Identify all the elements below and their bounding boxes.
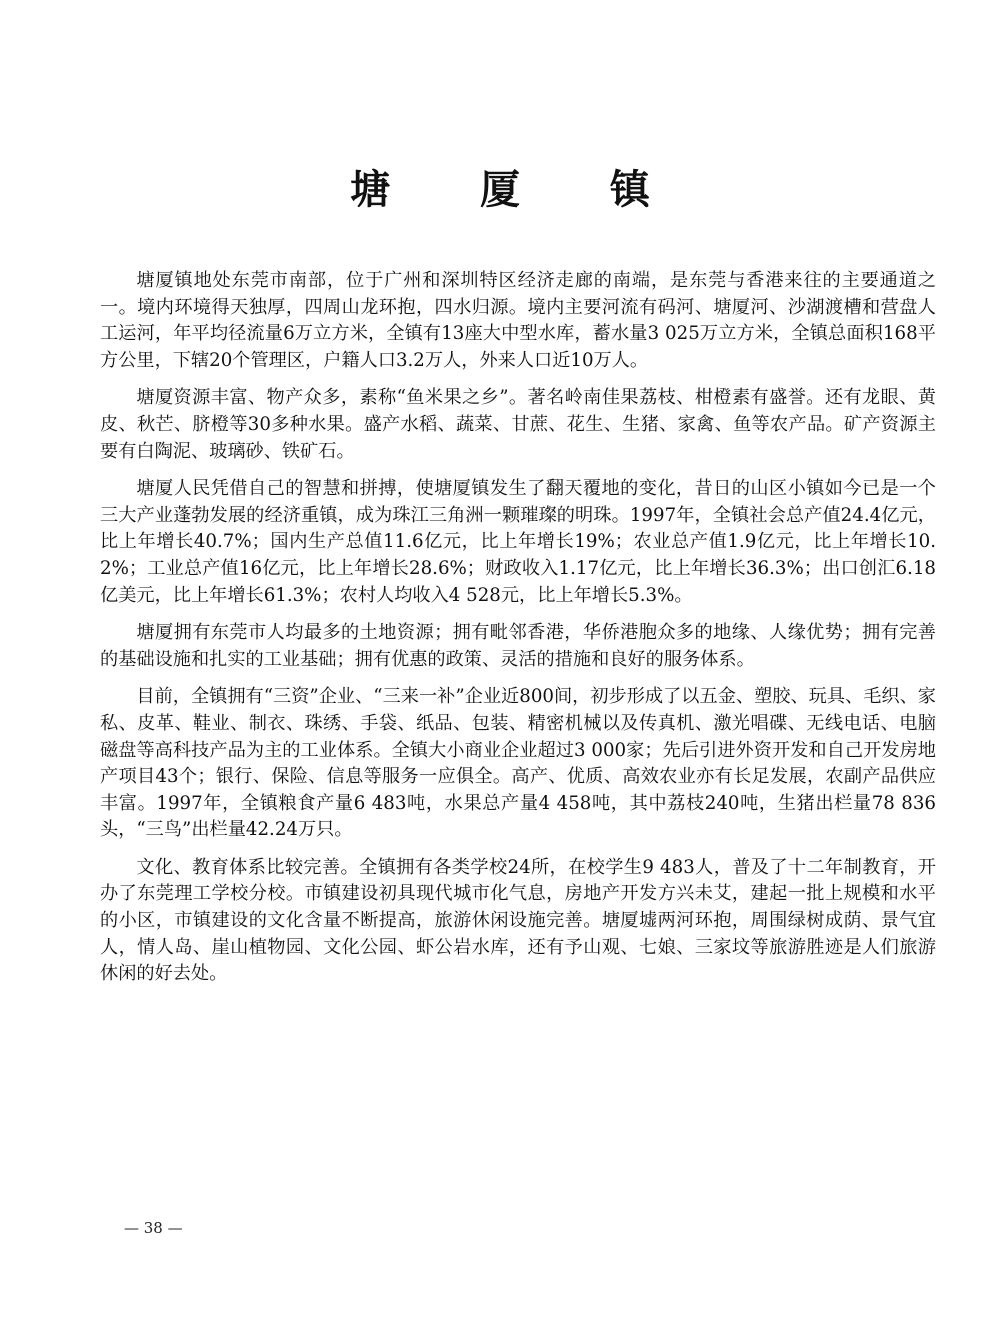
body-text	[100, 268, 936, 999]
paragraph-resources: 塘厦资源丰富、物产众多，素称“鱼米果之乡”。著名岭南佳果荔枝、柑橙素有盛誉。还有龙眼、黄皮、秋芒、脐橙等30多种水果。盛产水稻、蔬菜、甘蔗、花生、生猪、家禽、鱼等农产品。矿产资源主要有白陶泥、玻璃砂、铁矿石。	[100, 387, 936, 462]
paragraph-industry: 目前，全镇拥有“三资”企业、“三来一补”企业近800间，初步形成了以五金、塑胶、玩具、毛织、家私、皮革、鞋业、制衣、珠绣、手袋、纸品、包装、精密机械以及传真机、激光唱碟、无线电话、电脑磁盘等高科技产品为主的工业体系。全镇大小商业企业超过3 000家；先后引进外资开发和自己开发房地产项目43个；银行、保险、信息等服务一应俱全。高产、优质、高效农业亦有长足发展，农副产品供应丰富。1997年，全镇粮食产量6 483吨，水果总产量4 458吨，其中荔枝240吨，生猪出栏量78 836头，“三鸟”出栏量42.24万只。	[100, 686, 936, 841]
paragraph-economy: 塘厦人民凭借自己的智慧和拼搏，使塘厦镇发生了翻天覆地的变化，昔日的山区小镇如今已是一个三大产业蓬勃发展的经济重镇，成为珠江三角洲一颗璀璨的明珠。1997年，全镇社会总产值24.4亿元，比上年增长40.7%；国内生产总值11.6亿元，比上年增长19%；农业总产值1.9亿元，比上年增长10.2%；工业总产值16亿元，比上年增长28.6%；财政收入1.17亿元，比上年增长36.3%；出口创汇6.18亿美元，比上年增长61.3%；农村人均收入4 528元，比上年增长5.3%。	[100, 478, 936, 606]
page-number: — 38 —	[124, 1219, 183, 1237]
page-title: 塘 厦 镇	[350, 165, 688, 213]
paragraph-culture: 文化、教育体系比较完善。全镇拥有各类学校24所，在校学生9 483人，普及了十二年制教育，开办了东莞理工学校分校。市镇建设初具现代城市化气息，房地产开发方兴未艾，建起一批上规模和水平的小区，市镇建设的文化含量不断提高，旅游休闲设施完善。塘厦墟两河环抱，周围绿树成荫、景气宜人，情人岛、崖山植物园、文化公园、虾公岩水库，还有予山观、七娘、三家坟等旅游胜迹是人们旅游休闲的好去处。	[100, 856, 936, 985]
paragraph-location: 塘厦镇地处东莞市南部，位于广州和深圳特区经济走廊的南端，是东莞与香港来往的主要通道之一。境内环境得天独厚，四周山龙环抱，四水归源。境内主要河流有码河、塘厦河、沙湖渡槽和营盘人工运河，年平均径流量6万立方米，全镇有13座大中型水库，蓄水量3 025万立方米，全镇总面积168平方公里，下辖20个管理区，户籍人口3.2万人，外来人口近10万人。	[100, 270, 936, 371]
paragraph-advantages: 塘厦拥有东莞市人均最多的土地资源；拥有毗邻香港，华侨港胞众多的地缘、人缘优势；拥有完善的基础设施和扎实的工业基础；拥有优惠的政策、灵活的措施和良好的服务体系。	[100, 622, 936, 670]
